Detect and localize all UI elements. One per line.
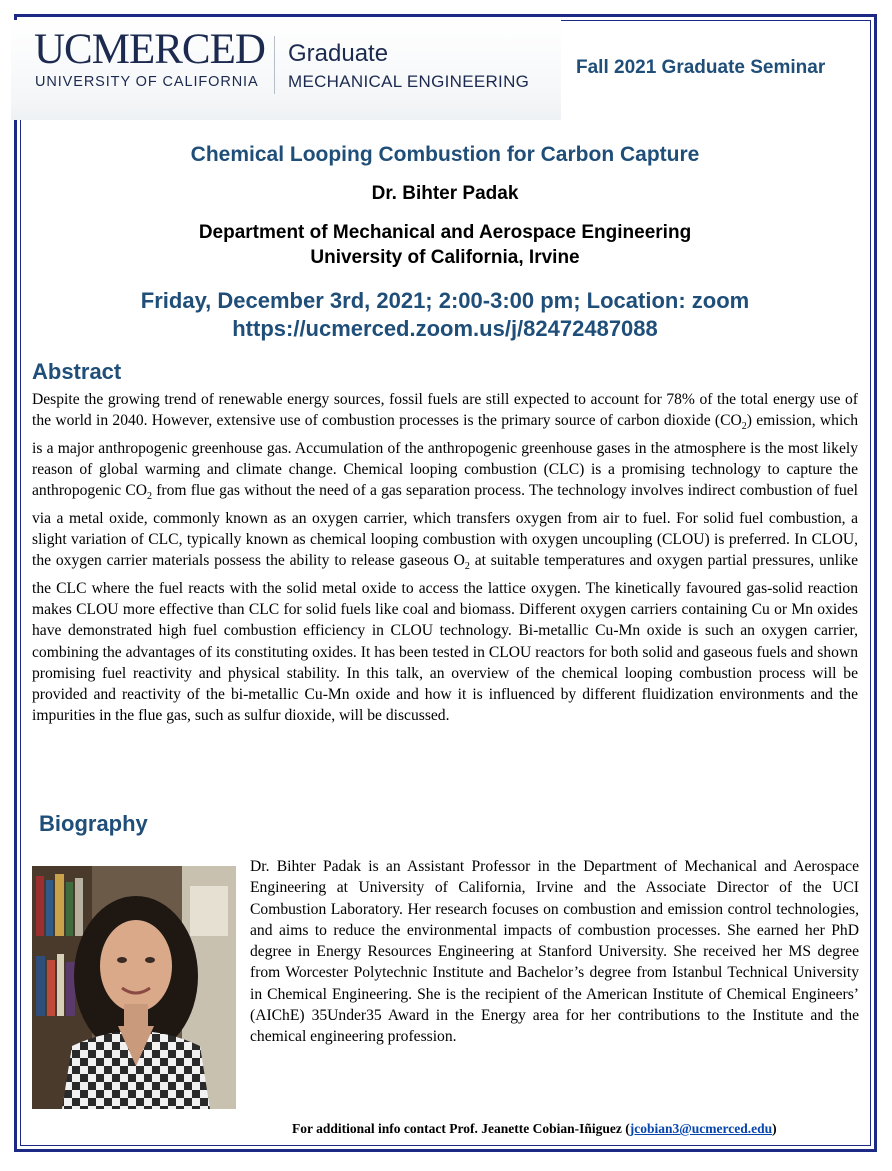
logo-subtitle: UNIVERSITY OF CALIFORNIA: [35, 74, 259, 90]
abstract-heading: Abstract: [32, 359, 122, 384]
contact-text: For additional info contact Prof. Jeanette Cobian-Iñiguez (: [292, 1121, 630, 1136]
subscript: 2: [464, 561, 470, 573]
department-label-graduate: Graduate: [288, 40, 389, 67]
abstract-part: ) emission, which is a major anthropogenic greenhouse gas. Accumulation of the anthropogenic greenhouse gases in the atmosphere is the most likely reason of global warming and climate change. Chemical looping combustion (CLC) is a promising technology to capture the anthropogenic CO: [32, 412, 858, 500]
seminar-series: Fall 2021 Graduate Seminar: [576, 57, 826, 78]
subscript: 2: [147, 491, 153, 503]
speaker-photo: [32, 866, 236, 1109]
biography-text: Dr. Bihter Padak is an Assistant Professor in the Department of Mechanical and Aerospace Engineering at University of California, Irvine and the Associate Director of the UCI Combustion Laboratory. Her research focuses on combustion and emission control technologies, and aims to reduce the environmental impacts of combustion processes. She earned her PhD degree in Energy Resources Engineering at Stanford University. She received her MS degree from Worcester Polytechnic Institute and Bachelor’s degree from Istanbul Technical University in Chemical Engineering. She is the recipient of the American Institute of Chemical Engineers’ (AIChE) 35Under35 Award in the Energy area for her contributions to the Institute and the chemical engineering profession.: [250, 858, 859, 1046]
logo-divider: [274, 36, 275, 94]
department-label-name: MECHANICAL ENGINEERING: [288, 72, 530, 91]
date-time-location: Friday, December 3rd, 2021; 2:00-3:00 pm; Location: zoom: [140, 288, 750, 313]
abstract-text: [32, 389, 858, 727]
subscript: 2: [741, 421, 747, 433]
speaker-university: University of California, Irvine: [310, 247, 580, 268]
speaker-name: Dr. Bihter Padak: [371, 183, 519, 204]
zoom-link[interactable]: https://ucmerced.zoom.us/j/82472487088: [232, 316, 658, 341]
speaker-department: Department of Mechanical and Aerospace Engineering: [198, 222, 692, 243]
contact-email-link[interactable]: jcobian3@ucmerced.edu: [629, 1121, 773, 1136]
abstract-part: at suitable temperatures and oxygen partial pressures, unlike the CLC where the fuel reacts with the solid metal oxide to access the lattice oxygen. The kinetically favoured gas-solid reaction makes CLOU more effective than CLC for solid fuels like coal and biomass. Different oxygen carriers containing Cu or Mn oxides have demonstrated high fuel combustion efficiency in CLOU technology. Bi-metallic Cu-Mn oxide is such an oxygen carrier, combining the advantages of its constituting oxides. It has been tested in CLOU reactors for both solid and gaseous fuels and shown promising fuel reactivity and physical stability. In this talk, an overview of the chemical looping combustion process will be provided and reactivity of the bi-metallic Cu-Mn oxide and how it is influenced by different fluidization environments and the impurities in the flue gas, such as sulfur dioxide, will be discussed.: [32, 552, 858, 725]
contact-line: [292, 1121, 777, 1137]
contact-text-end: ): [772, 1121, 777, 1136]
talk-title: Chemical Looping Combustion for Carbon Capture: [190, 143, 700, 166]
abstract-part: Despite the growing trend of renewable energy sources, fossil fuels are still expected to account for 78% of the total energy use of the world in 2040. However, extensive use of combustion processes is the primary source of carbon dioxide (CO: [32, 391, 858, 430]
uc-merced-logo: UCMERCED: [34, 26, 265, 73]
portrait-illustration: [32, 866, 236, 1109]
biography-heading: Biography: [39, 811, 148, 836]
abstract-part: from flue gas without the need of a gas separation process. The technology involves indirect combustion of fuel via a metal oxide, commonly known as an oxygen carrier, which transfers oxygen from air to fuel. For solid fuel combustion, a slight variation of CLC, typically known as chemical looping combustion with oxygen uncoupling (CLOU) is preferred. In CLOU, the oxygen carrier materials possess the ability to release gaseous O: [32, 482, 858, 570]
